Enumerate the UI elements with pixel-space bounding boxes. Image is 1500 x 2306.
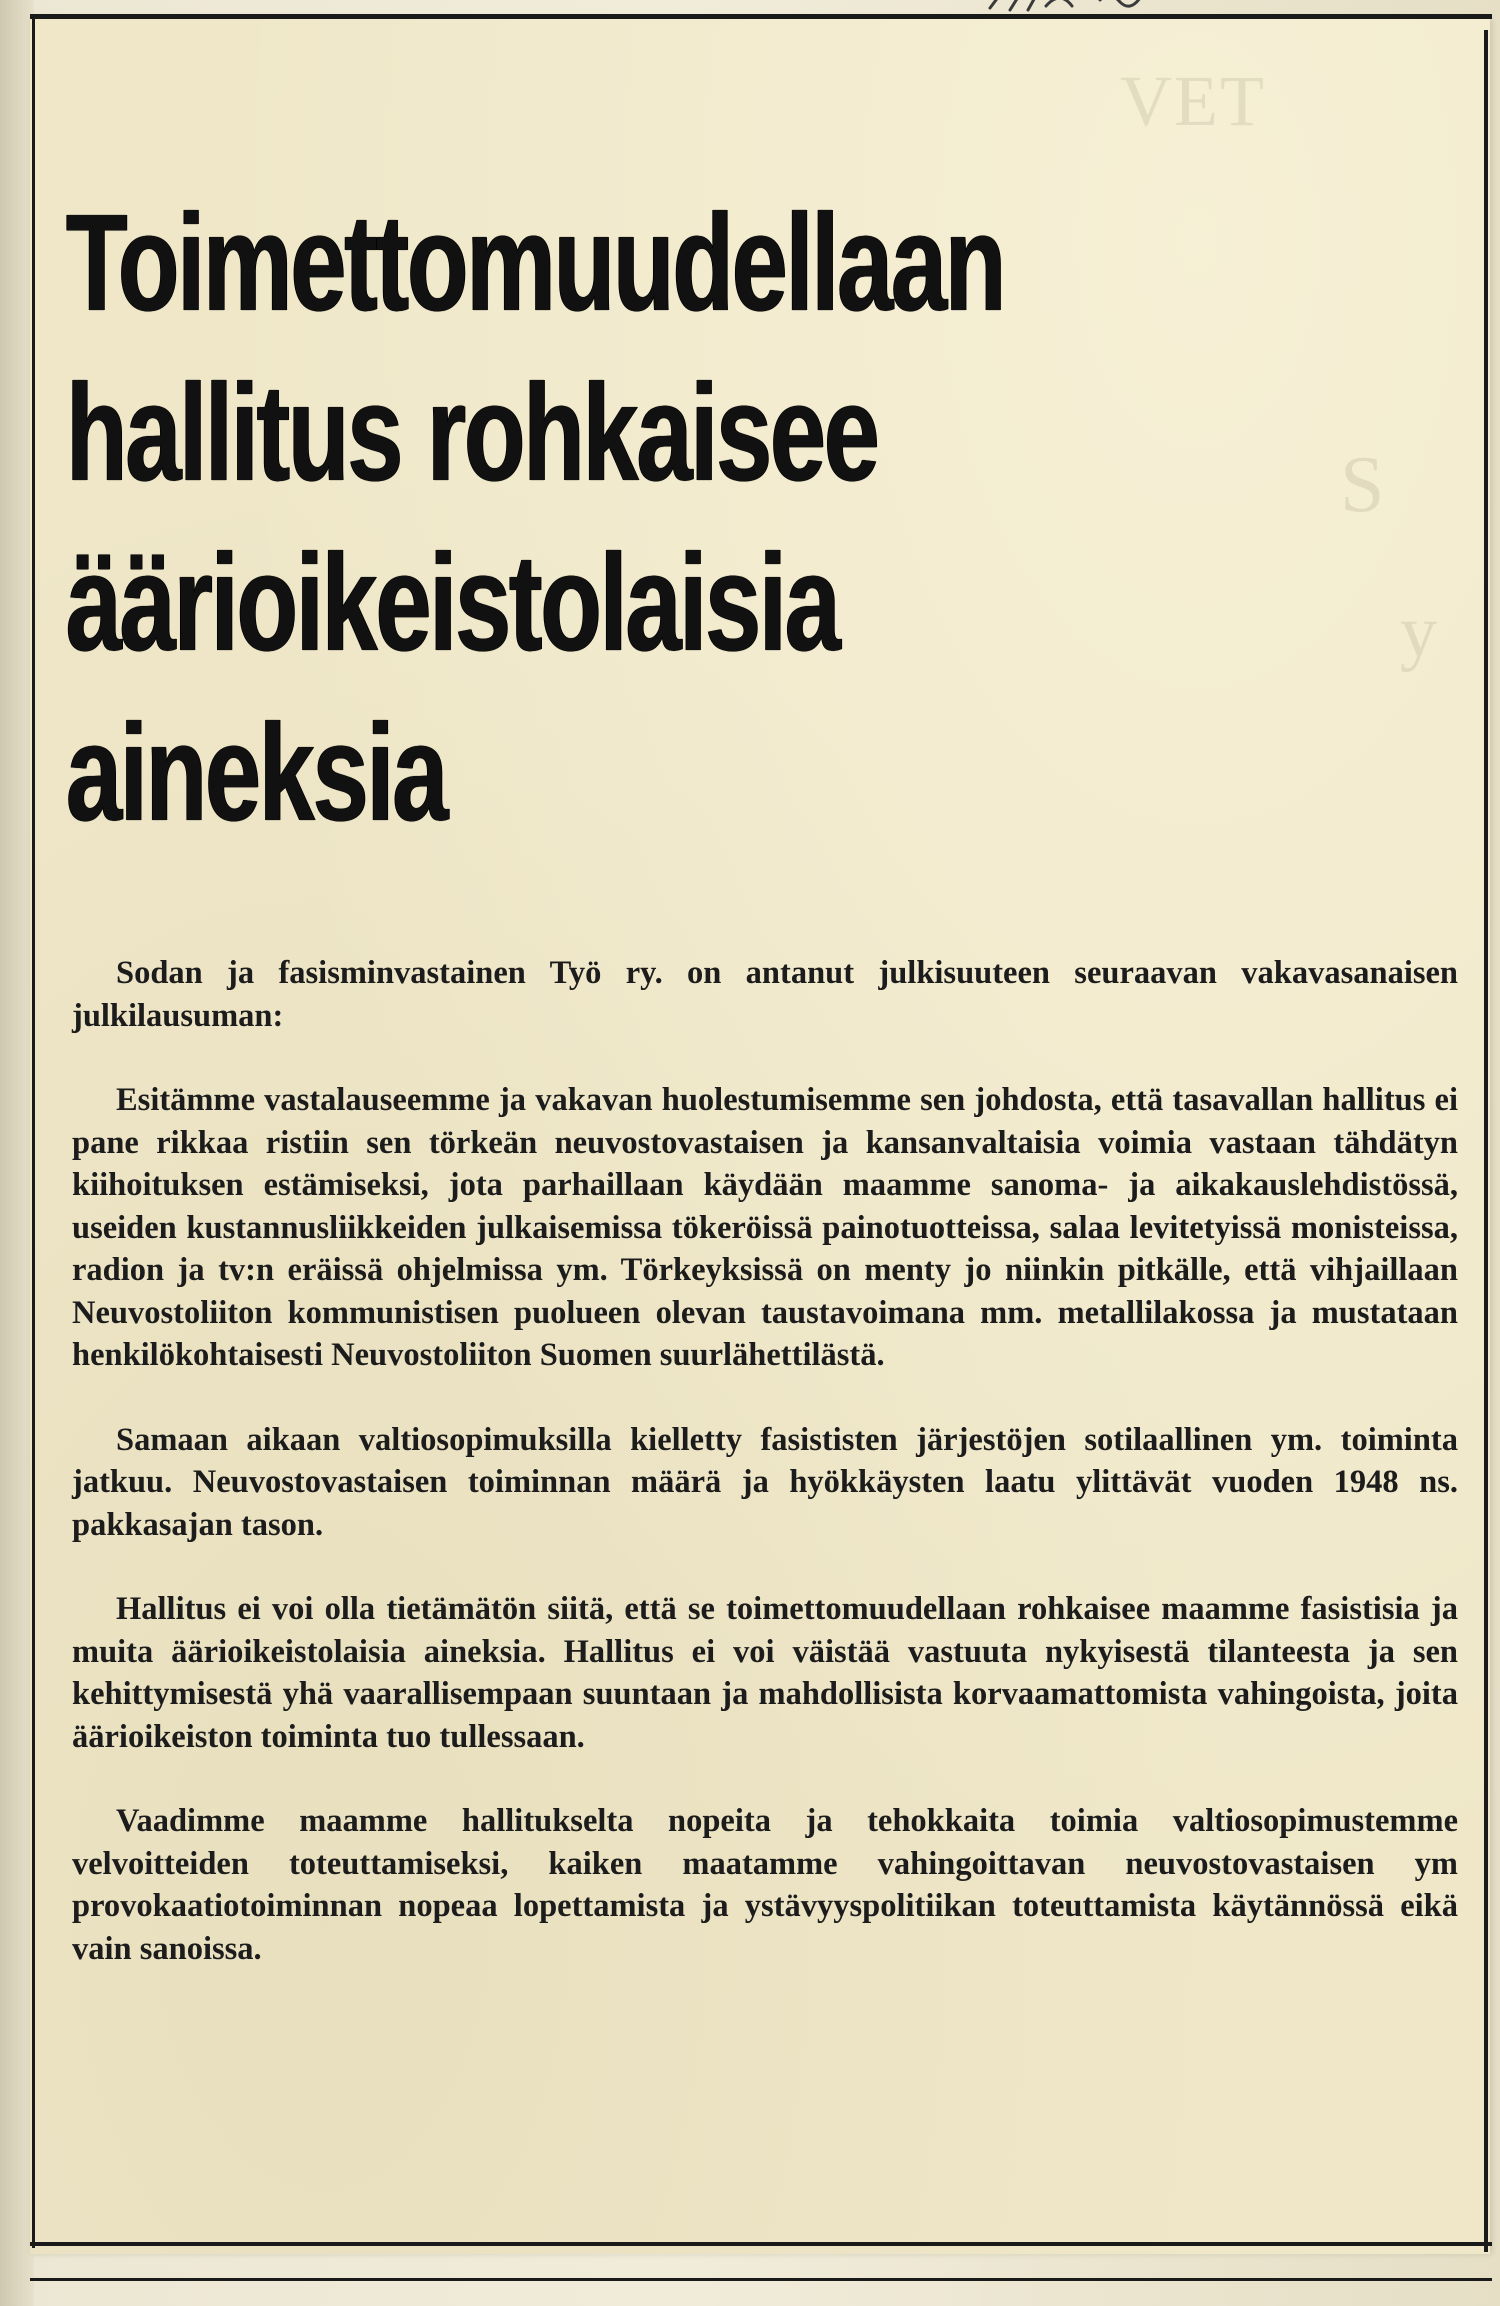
article-paragraph: Vaadimme maamme hallitukselta nopeita ja tehokkaita toimia valtiosopimustemme velvoitteiden toteuttamiseksi, kaiken maatamme vahingoittavan neuvostovastaisen ym provokaatiotoiminnan nopeaa lopettamista ja ystävyyspolitiikan toteuttamista käytännössä eikä vain sanoissa. xyxy=(72,1803,1458,1967)
backing-edge-shadow xyxy=(0,0,34,2306)
headline-line: aineksia xyxy=(66,696,447,850)
headline xyxy=(66,178,1426,858)
left-rule xyxy=(32,18,35,2248)
article-paragraph: Samaan aikaan valtiosopimuksilla kielletty fasististen järjestöjen sotilaallinen ym. toiminta jatkuu. Neuvostovastaisen toiminnan määrä ja hyökkäysten laatu ylittävät vuoden 1948 ns. pakkasajan tason. xyxy=(72,1421,1458,1543)
article-body xyxy=(72,952,1458,1970)
bottom-rule xyxy=(30,2242,1492,2246)
bottom-rule-outer xyxy=(30,2278,1492,2281)
right-rule xyxy=(1484,30,1488,2252)
article-paragraph: Hallitus ei voi olla tietämätön siitä, että se toimettomuudellaan rohkaisee maamme fasistisia ja muita äärioikeistolaisia aineksia. Hallitus ei voi väistää vastuuta nykyisestä tilanteesta ja sen kehittymisestä yhä vaarallisempaan suuntaan ja mahdollisista korvaamattomista vahingoista, joita äärioikeiston toiminta tuo tullessaan. xyxy=(72,1591,1458,1755)
headline-line: äärioikeistolaisia xyxy=(66,526,839,680)
headline-line: hallitus rohkaisee xyxy=(66,356,878,510)
top-rule xyxy=(30,14,1492,19)
article-paragraph: Esitämme vastalauseemme ja vakavan huolestumisemme sen johdosta, että tasavallan hallitus ei pane rikkaa ristiin sen törkeän neuvostovastaisen ja kansanvaltaisia voimia vastaan tähdätyn kiihoituksen estämiseksi, jota parhaillaan käydään maamme sanoma- ja aikakauslehdistössä, useiden kustannusliikkeiden julkaisemissa tökeröissä painotuotteissa, salaa levitetyissä monisteissa, radion ja tv:n eräissä ohjelmissa ym. Törkeyksissä on menty jo niinkin pitkälle, että vihjaillaan Neuvostoliiton kommunistisen puolueen olevan taustavoimana mm. metallilakossa ja mustataan henkilökohtaisesti Neuvostoliiton Suomen suurlähettilästä. xyxy=(72,1082,1458,1373)
article-intro: Sodan ja fasisminvastainen Työ ry. on antanut julkisuuteen seuraavan vakavasanaisen julkilausuman: xyxy=(72,955,1458,1034)
headline-line: Toimettomuudellaan xyxy=(66,186,1005,340)
